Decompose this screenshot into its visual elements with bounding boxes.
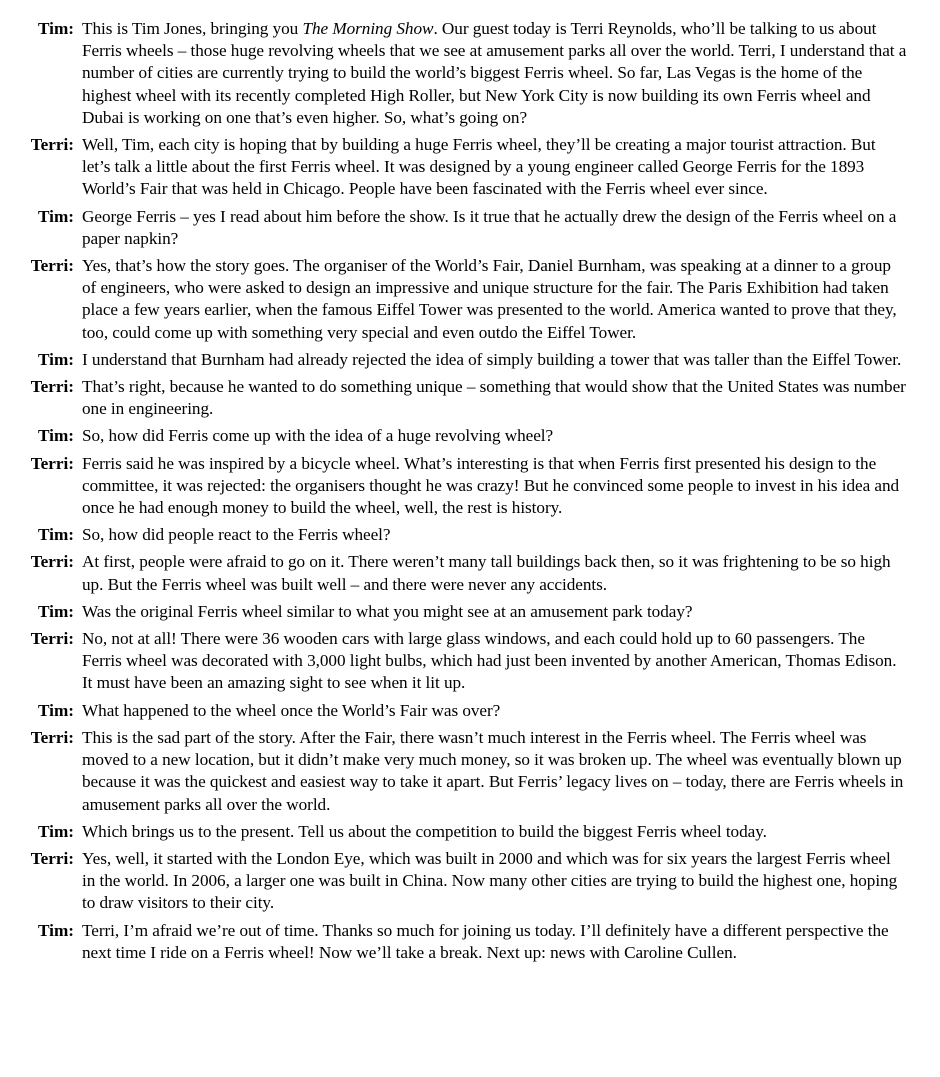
speaker-label: Tim:	[38, 349, 74, 369]
text-segment: . Our guest today is Terri Reynolds, who’ll be talking to us about Ferris wheels – those huge revolving wheels that we see at amusement parks all over the world. Terri, I understand that a number of cities are currently trying to build the world’s biggest Ferris wheel. So far, Las Vegas is the home of the highest wheel with its recently completed High Roller, but New York City is now building its own Ferris wheel and Dubai is working on one that’s even higher. So, what’s going on?	[82, 19, 907, 127]
dialogue-text: So, how did Ferris come up with the idea of a huge revolving wheel?	[82, 426, 554, 446]
dialogue-turn	[0, 349, 940, 371]
speaker-label: Tim:	[38, 206, 74, 226]
dialogue-turn	[0, 425, 940, 447]
dialogue-text: Ferris said he was inspired by a bicycle wheel. What’s interesting is that when Ferris first presented his design to the committee, it was rejected: the organisers thought he was crazy! But he convinced some people to invest in his idea and once he had enough money to build the wheel, well, the rest is history.	[82, 453, 900, 518]
text-segment: This is Tim Jones, bringing you	[82, 19, 303, 38]
dialogue-turn	[0, 551, 940, 595]
dialogue-turn	[0, 920, 940, 964]
dialogue-turn	[0, 524, 940, 546]
speaker-label: Terri:	[30, 135, 74, 155]
dialogue-turn	[0, 18, 940, 129]
speaker-label: Terri:	[30, 453, 74, 473]
dialogue-turn	[0, 453, 940, 520]
dialogue-text: That’s right, because he wanted to do something unique – something that would show that the United States was number one in engineering.	[82, 377, 906, 419]
dialogue-text: George Ferris – yes I read about him before the show. Is it true that he actually drew the design of the Ferris wheel on a paper napkin?	[82, 206, 897, 248]
dialogue-turn	[0, 255, 940, 344]
speaker-label: Tim:	[38, 601, 74, 621]
dialogue-turn	[0, 727, 940, 816]
speaker-label: Tim:	[38, 426, 74, 446]
transcript	[0, 18, 940, 969]
dialogue-turn	[0, 601, 940, 623]
dialogue-text: Well, Tim, each city is hoping that by building a huge Ferris wheel, they’ll be creating a major tourist attraction. But let’s talk a little about the first Ferris wheel. It was designed by a young engineer called George Ferris for the 1893 World’s Fair that was held in Chicago. People have been fascinated with the Ferris wheel ever since.	[82, 135, 876, 199]
speaker-label: Tim:	[38, 19, 74, 38]
speaker-label: Terri:	[30, 377, 74, 397]
dialogue-text: Yes, well, it started with the London Eye, which was built in 2000 and which was for six years the largest Ferris wheel in the world. In 2006, a larger one was built in China. Now many other cities are trying to build the highest one, hoping to draw visitors to their city.	[82, 848, 898, 913]
dialogue-turn	[0, 206, 940, 250]
dialogue-turn	[0, 628, 940, 695]
dialogue-text: I understand that Burnham had already rejected the idea of simply building a tower that was taller than the Eiffel Tower.	[82, 349, 902, 369]
dialogue-turn	[0, 848, 940, 915]
dialogue-turn	[0, 700, 940, 722]
speaker-label: Terri:	[30, 552, 74, 572]
dialogue-turn	[0, 376, 940, 420]
dialogue-text: What happened to the wheel once the World’s Fair was over?	[82, 700, 501, 720]
speaker-label: Terri:	[30, 848, 74, 868]
speaker-label: Tim:	[38, 525, 74, 545]
dialogue-text: No, not at all! There were 36 wooden cars with large glass windows, and each could hold up to 60 passengers. The Ferris wheel was decorated with 3,000 light bulbs, which had just been invented by another American, Thomas Edison. It must have been an amazing sight to see when it lit up.	[82, 629, 897, 693]
speaker-label: Tim:	[38, 700, 74, 720]
show-title: The Morning Show	[302, 19, 434, 38]
speaker-label: Tim:	[38, 821, 74, 841]
speaker-label: Terri:	[30, 727, 74, 747]
dialogue-text	[82, 18, 908, 129]
speaker-label: Terri:	[30, 629, 74, 649]
speaker-label: Terri:	[30, 256, 74, 276]
dialogue-text: Yes, that’s how the story goes. The organiser of the World’s Fair, Daniel Burnham, was speaking at a dinner to a group of engineers, who were asked to design an impressive and unique structure for the fair. The Paris Exhibition had taken place a few years earlier, when the famous Eiffel Tower was presented to the world. America wanted to prove that they, too, could come up with something very special and even outdo the Eiffel Tower.	[82, 256, 897, 342]
dialogue-text: Was the original Ferris wheel similar to what you might see at an amusement park today?	[82, 601, 693, 621]
dialogue-text: Terri, I’m afraid we’re out of time. Thanks so much for joining us today. I’ll definitely have a different perspective the next time I ride on a Ferris wheel! Now we’ll take a break. Next up: news with Caroline Cullen.	[82, 920, 889, 962]
dialogue-text: So, how did people react to the Ferris wheel?	[82, 525, 391, 545]
dialogue-turn	[0, 821, 940, 843]
dialogue-text: At first, people were afraid to go on it. There weren’t many tall buildings back then, so it was frightening to be so high up. But the Ferris wheel was built well – and there were never any accidents.	[82, 552, 891, 594]
dialogue-turn	[0, 134, 940, 201]
speaker-label: Tim:	[38, 920, 74, 940]
dialogue-text: This is the sad part of the story. After the Fair, there wasn’t much interest in the Ferris wheel. The Ferris wheel was moved to a new location, but it didn’t make very much money, so it was broken up. The wheel was eventually blown up because it was the quickest and easiest way to take it apart. But Ferris’ legacy lives on – today, there are Ferris wheels in amusement parks all over the world.	[82, 727, 904, 814]
dialogue-text: Which brings us to the present. Tell us about the competition to build the biggest Ferris wheel today.	[82, 821, 767, 841]
